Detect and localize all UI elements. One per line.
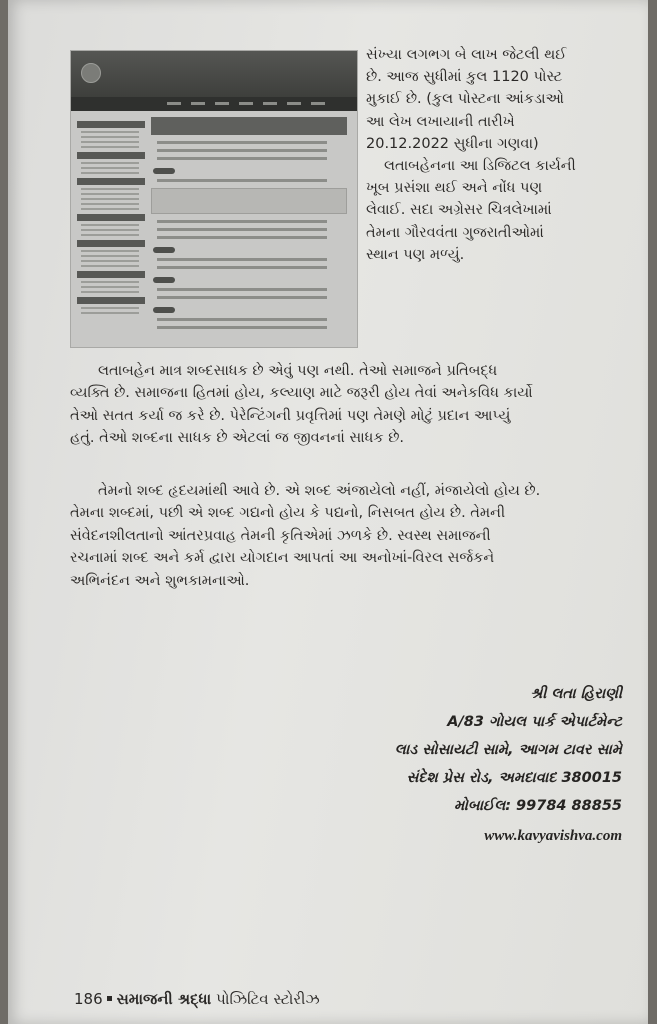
text-line: મુકાઈ છે. (કુલ પોસ્ટના આંકડાઓ: [366, 91, 564, 108]
address-line: લાડ સોસાયટી સામે, આગમ ટાવર સામે: [394, 742, 622, 758]
address-line: A/83 ગોયલ પાર્ક એપાર્ટમેન્ટ: [447, 714, 622, 730]
text-line: તેઓ સતત કર્યા જ કરે છે. પેરેન્ટિંગની પ્રવૃત્તિમાં પણ તેમણે મોટું પ્રદાન આપ્યું: [70, 407, 511, 424]
text-line: તેમનો શબ્દ હૃદયમાંથી આવે છે. એ શબ્દ અંજાયેલો નહીં, મંજાયેલો હોય છે.: [98, 483, 541, 499]
website-url: www.kavyavishva.com: [484, 828, 622, 844]
text-line: તેમના શબ્દમાં, પછી એ શબ્દ ગદ્યનો હોય કે પદ્યનો, નિસબત હોય છે. તેમની: [70, 505, 506, 522]
text-line: વ્યક્તિ છે. સમાજના હિતમાં હોય, કલ્યાણ માટે જરૂરી હોય તેવાં અનેકવિધ કાર્યો: [70, 385, 533, 402]
screenshot-sidebar: [77, 117, 145, 341]
text-line: રચનામાં શબ્દ અને કર્મ દ્વારા યોગદાન આપતાં આ અનોખાં-વિરલ સર્જકને: [70, 550, 495, 567]
paragraph-1: [70, 360, 640, 450]
text-line: ખૂબ પ્રસંશા થઈ અને નોંધ પણ: [366, 180, 543, 197]
text-line: સ્થાન પણ મળ્યું.: [366, 246, 465, 263]
text-line: તેમના ગૌરવવંતા ગુજરાતીઓમાં: [366, 224, 544, 241]
text-line: હતું. તેઓ શબ્દના સાધક છે એટલાં જ જીવનનાં સાધક છે.: [70, 430, 405, 447]
screenshot-navbar: [71, 97, 357, 111]
text-line: સંવેદનશીલતાનો આંતરપ્રવાહ તેમની કૃતિએમાં ઝળકે છે. સ્વસ્થ સમાજની: [70, 527, 491, 544]
screenshot-banner: [71, 51, 357, 97]
mobile-number: મોબાઈલ: 99784 88855: [454, 798, 622, 814]
text-line: અભિનંદન અને શુભકામનાઓ.: [70, 572, 250, 589]
text-line: સંખ્યા લગભગ બે લાખ જેટલી થઈ: [366, 47, 567, 63]
page-footer: [74, 990, 320, 1008]
text-line: આ લેખ લખાયાની તારીખે: [366, 113, 515, 130]
page-number: 186: [74, 990, 103, 1008]
text-line: 20.12.2022 સુધીના ગણવા): [366, 135, 539, 152]
book-title-rest: પોઝિટિવ સ્ટોરીઝ: [216, 990, 320, 1008]
book-title-bold: સમાજની શ્રદ્ધા: [116, 990, 212, 1008]
author-signature-block: [395, 680, 622, 850]
side-paragraph: [366, 44, 634, 266]
text-line: લતાબહેનના આ ડિજિટલ કાર્યની: [384, 158, 576, 175]
book-page: [8, 0, 648, 1024]
address-line: સંદેશ પ્રેસ રોડ, અમદાવાદ 380015: [406, 770, 622, 786]
author-name: શ્રી લતા હિરાણી: [530, 686, 622, 702]
text-line: લેવાઈ. સદા અગ્રેસર ચિત્રલેખામાં: [366, 202, 552, 219]
paragraph-2: [70, 480, 640, 592]
screenshot-main: [151, 117, 347, 341]
text-line: છે. આજ સુધીમાં કુલ 1120 પોસ્ટ: [366, 69, 563, 86]
screenshot-logo: [81, 63, 101, 83]
text-line: લતાબહેન માત્ર શબ્દસાધક છે એવું પણ નથી. તેઓ સમાજને પ્રતિબદ્ધ: [98, 363, 498, 379]
separator-square-icon: [107, 996, 112, 1001]
website-screenshot-image: [70, 50, 358, 348]
